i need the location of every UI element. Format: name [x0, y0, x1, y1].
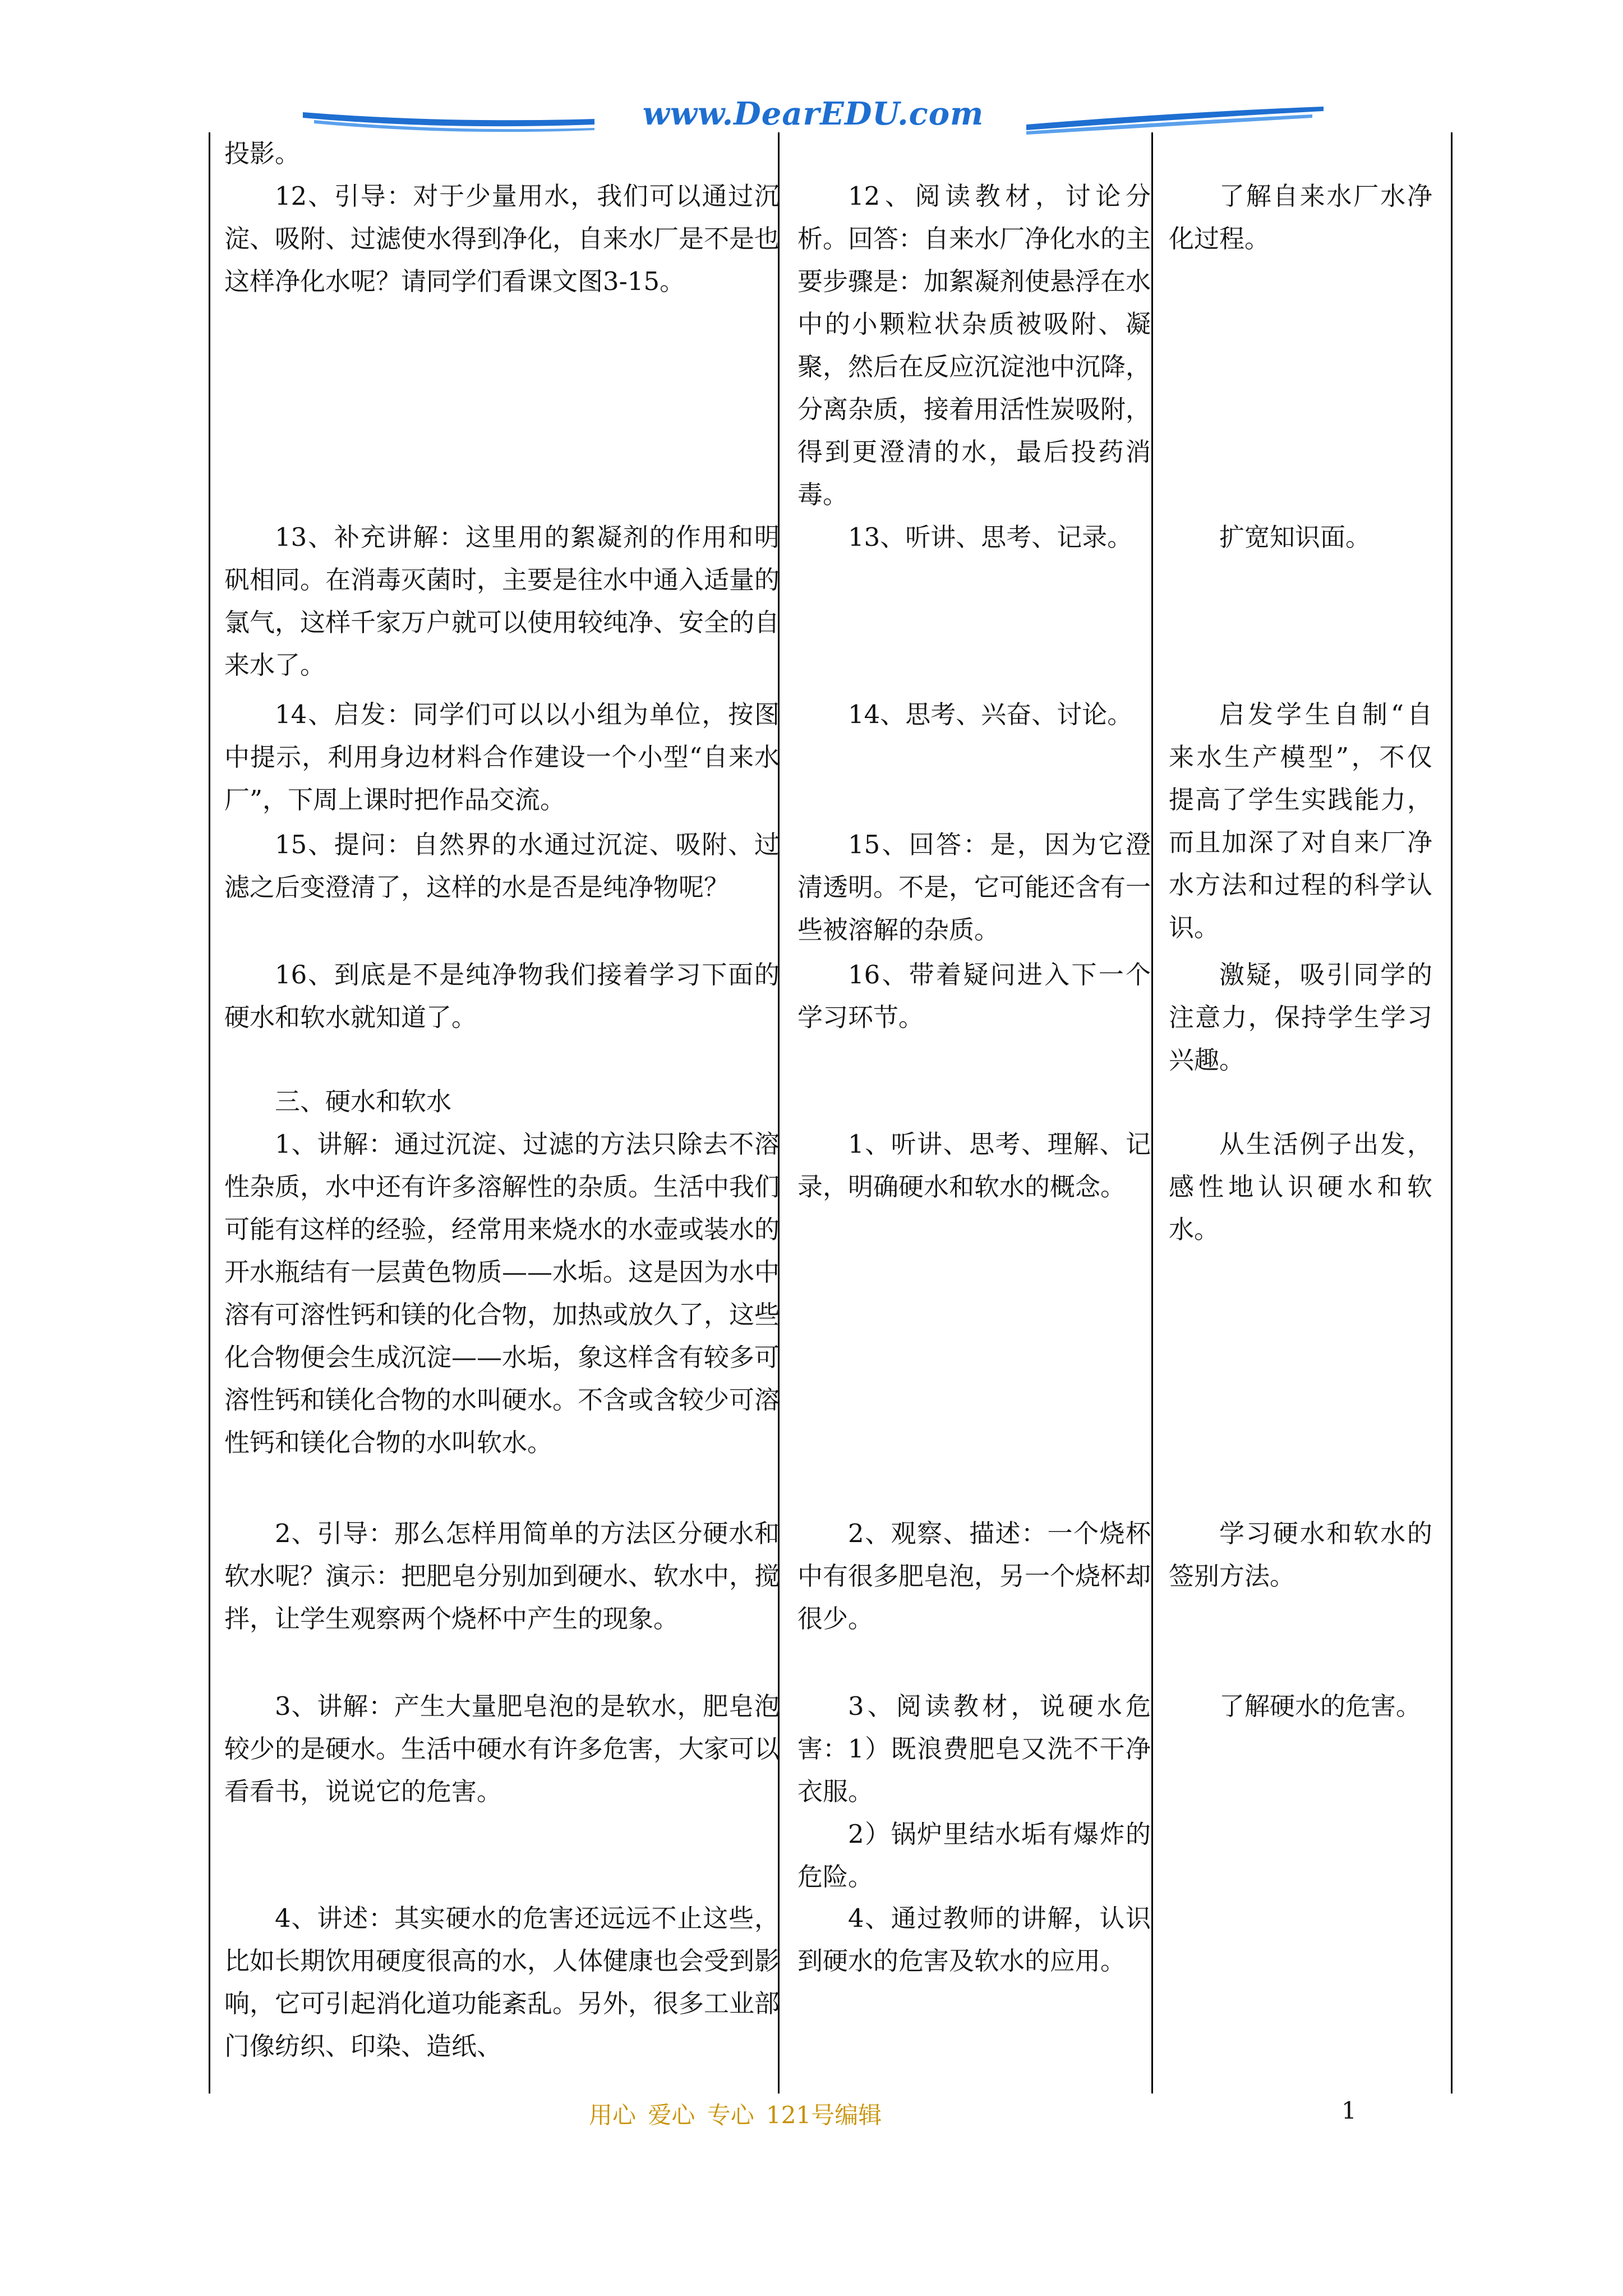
- teacher-hard-water-4: 4、讲述：其实硬水的危害还远远不止这些，比如长期饮用硬度很高的水，人体健康也会受到影响，它可引起消化道功能紊乱。另外，很多工业部门像纺织、印染、造纸、: [224, 1903, 780, 2061]
- intent-step-14: 启发学生自制“自来水生产模型”，不仅提高了学生实践能力，而且加深了对自来厂净水方法和过程的科学认识。: [1169, 700, 1432, 942]
- intent-step-12: 了解自来水厂水净化过程。: [1169, 181, 1432, 254]
- teacher-hard-water-1: 1、讲解：通过沉淀、过滤的方法只除去不溶性杂质，水中还有许多溶解性的杂质。生活中我们可能有这样的经验，经常用来烧水的水壶或装水的开水瓶结有一层黄色物质——水垢。这是因为水中溶有可溶性钙和镁的化合物，加热或放久了，这些化合物便会生成沉淀——水垢，象这样含有较多可溶性钙和镁化合物的水叫硬水。不含或含较少可溶性钙和镁化合物的水叫软水。: [224, 1129, 780, 1457]
- intent-step-13: 扩宽知识面。: [1219, 522, 1371, 552]
- page-footer: [0, 2097, 1623, 2136]
- lesson-plan-table: [209, 132, 1453, 2093]
- table-border-left: [209, 132, 210, 2093]
- teacher-step-14: 14、启发：同学们可以以小组为单位，按图中提示，利用身边材料合作建设一个小型“自来水厂”，下周上课时把作品交流。: [224, 700, 780, 815]
- intent-hard-water-1: 从生活例子出发，感性地认识硬水和软水。: [1169, 1129, 1432, 1244]
- student-step-13: 13、听讲、思考、记录。: [848, 522, 1133, 552]
- student-hard-water-4: 4、通过教师的讲解，认识到硬水的危害及软水的应用。: [797, 1903, 1151, 1976]
- teacher-step-12: 12、引导：对于少量用水，我们可以通过沉淀、吸附、过滤使水得到净化，自来水厂是不是也这样净化水呢？请同学们看课文图3-15。: [224, 181, 780, 296]
- teacher-step-15: 15、提问：自然界的水通过沉淀、吸附、过滤之后变澄清了，这样的水是否是纯净物呢？: [224, 830, 780, 902]
- teacher-hard-water-2: 2、引导：那么怎样用简单的方法区分硬水和软水呢？演示：把肥皂分别加到硬水、软水中，搅拌，让学生观察两个烧杯中产生的现象。: [224, 1519, 780, 1634]
- section-heading: 三、硬水和软水: [275, 1087, 452, 1116]
- student-step-12: 12、阅读教材，讨论分析。回答：自来水厂净化水的主要步骤是：加絮凝剂使悬浮在水中的小颗粒状杂质被吸附、凝聚，然后在反应沉淀池中沉降，分离杂质，接着用活性炭吸附，得到更澄清的水，最后投药消毒。: [797, 181, 1151, 509]
- teacher-step-13: 13、补充讲解：这里用的絮凝剂的作用和明矾相同。在消毒灭菌时，主要是往水中通入适量的氯气，这样千家万户就可以使用较纯净、安全的自来水了。: [224, 522, 780, 680]
- intent-step-16: 激疑，吸引同学的注意力，保持学生学习兴趣。: [1169, 960, 1432, 1075]
- student-hazard-1: 1）既浪费肥皂又洗不干净衣服。: [797, 1734, 1151, 1806]
- intent-hard-water-3: 了解硬水的危害。: [1219, 1691, 1422, 1721]
- student-hazard-2: 2）锅炉里结水垢有爆炸的危险。: [797, 1819, 1151, 1892]
- student-hard-water-2: 2、观察、描述：一个烧杯中有很多肥皂泡，另一个烧杯却很少。: [797, 1519, 1151, 1634]
- teacher-hard-water-3: 3、讲解：产生大量肥皂泡的是软水，肥皂泡较少的是硬水。生活中硬水有许多危害，大家可以看看书，说说它的危害。: [224, 1691, 780, 1806]
- footer-text: 用心 爱心 专心 121号编辑: [589, 2101, 882, 2129]
- table-divider-2: [1151, 132, 1153, 2093]
- student-hard-water-3: 3、阅读教材，说硬水危害：: [797, 1691, 1151, 1764]
- student-step-16: 16、带着疑问进入下一个学习环节。: [797, 960, 1151, 1032]
- teacher-step-16: 16、到底是不是纯净物我们接着学习下面的硬水和软水就知道了。: [224, 960, 780, 1032]
- table-border-right: [1451, 132, 1453, 2093]
- student-hard-water-1: 1、听讲、思考、理解、记录，明确硬水和软水的概念。: [797, 1129, 1151, 1202]
- page-number: 1: [1341, 2097, 1357, 2124]
- teacher-text-0: 投影。: [224, 139, 301, 168]
- site-logo-text[interactable]: www.DearEDU.com: [642, 95, 984, 132]
- intent-hard-water-2: 学习硬水和软水的签别方法。: [1169, 1519, 1432, 1591]
- student-step-14: 14、思考、兴奋、讨论。: [848, 700, 1133, 729]
- student-step-15: 15、回答：是，因为它澄清透明。不是，它可能还含有一些被溶解的杂质。: [797, 830, 1151, 945]
